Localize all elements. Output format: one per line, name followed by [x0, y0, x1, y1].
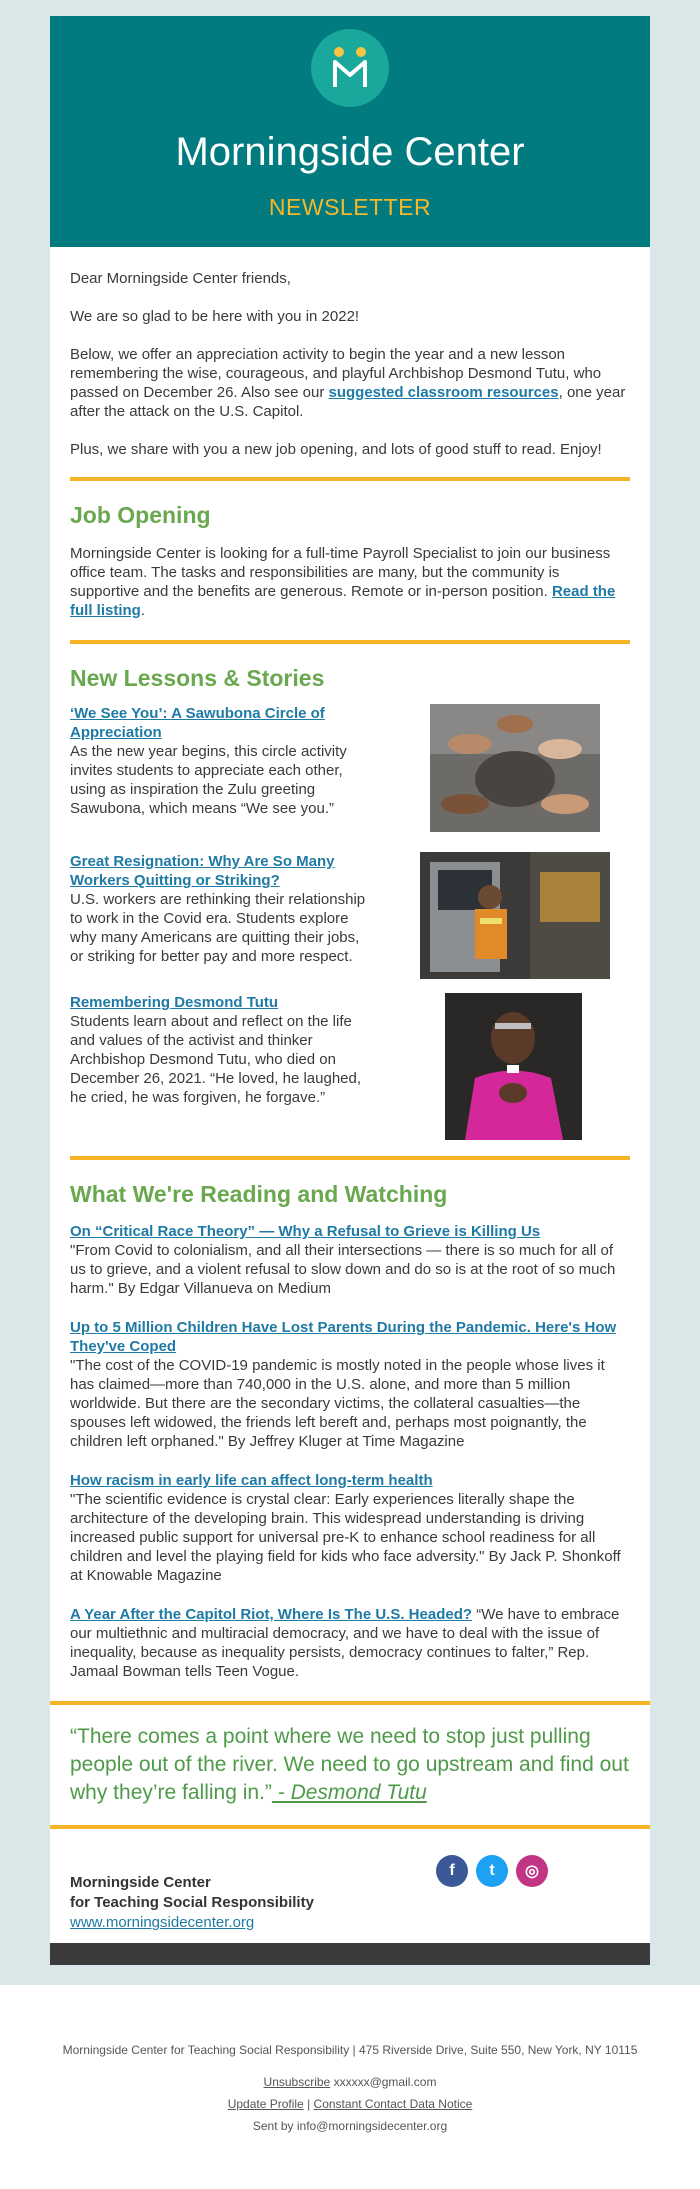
- update-profile-link[interactable]: Update Profile: [227, 2097, 304, 2111]
- job-listing-link[interactable]: Read the full listing: [70, 583, 616, 619]
- facebook-glyph: f: [449, 1862, 455, 1879]
- link-divider: |: [307, 2097, 311, 2111]
- lesson-text-block: [70, 704, 370, 832]
- footer-bar: [50, 1943, 650, 1965]
- reading-item: [70, 1222, 630, 1298]
- quote-author-link[interactable]: - Desmond Tutu: [271, 1781, 427, 1804]
- data-notice-link[interactable]: Constant Contact Data Notice: [313, 2097, 473, 2111]
- greeting: Dear Morningside Center friends,: [70, 270, 291, 287]
- social-icons: [436, 1855, 548, 1933]
- profile-links: [0, 2095, 700, 2113]
- org-info: [70, 1855, 314, 1933]
- intro-paragraph: We are so glad to be here with you in 2022!: [70, 308, 360, 325]
- twitter-glyph: t: [489, 1862, 495, 1879]
- job-description: Morningside Center is looking for a full-time Payroll Specialist to join our business office team. The tasks and responsibilities are many, but the community is supportive and the benefits are generous. Remote or in-person position.: [70, 545, 611, 600]
- section-heading: What We're Reading and Watching: [70, 1181, 448, 1207]
- reading-item: [70, 1605, 630, 1681]
- email-footer: [0, 1985, 700, 2189]
- twitter-icon[interactable]: [476, 1855, 508, 1887]
- section-heading: Job Opening: [70, 502, 211, 528]
- intro-paragraph: Plus, we share with you a new job opening, and lots of good stuff to read. Enjoy!: [70, 441, 602, 458]
- lesson-text-block: [70, 993, 370, 1140]
- org-tagline: for Teaching Social Responsibility: [70, 1894, 314, 1911]
- instagram-icon[interactable]: [516, 1855, 548, 1887]
- sent-by: Sent by info@morningsidecenter.org: [252, 2119, 448, 2133]
- reading-item: [70, 1471, 630, 1585]
- article-excerpt: "The scientific evidence is crystal clear: Early experiences literally shape the architecture of the developing brain. This widespread understanding is driving increased public support for universal pre-K to enhance school readiness for all children and level the playing field for kids who face adversity." By Jack P. Shonkoff at Knowable Magazine: [70, 1491, 621, 1584]
- lesson-title-link[interactable]: Great Resignation: Why Are So Many Workers Quitting or Striking?: [70, 853, 335, 889]
- lesson-title-link[interactable]: Remembering Desmond Tutu: [70, 994, 279, 1011]
- lesson-description: Students learn about and reflect on the life and values of the activist and thinker Archbishop Desmond Tutu, who died on December 26, 2021. “He loved, he laughed, he cried, he was forgiven, he forgave.”: [70, 1013, 362, 1106]
- article-excerpt: "From Covid to colonialism, and all their intersections — there is so much for all of us to grieve, and a violent refusal to slow down and do so is at the root of so much harm." By Edgar Villanueva on Medium: [70, 1242, 616, 1297]
- lesson-item: [70, 704, 630, 832]
- article-excerpt: “We have to embrace our multiethnic and multiracial democracy, and we have to deal with the issue of inequality, because as inequality persists, democracy continues to falter,” Rep. Jamaal Bowman tells Teen Vogue.: [70, 1606, 620, 1680]
- article-title-link[interactable]: A Year After the Capitol Riot, Where Is The U.S. Headed?: [70, 1606, 473, 1623]
- newsletter-card: [50, 16, 650, 1965]
- punctuation: .: [140, 602, 145, 619]
- footer-section: [50, 1829, 650, 1943]
- unsubscribe-email: xxxxxx@gmail.com: [333, 2075, 437, 2089]
- unsubscribe-link[interactable]: Unsubscribe: [263, 2075, 331, 2089]
- lesson-description: As the new year begins, this circle activity invites students to appreciate each other, using as inspiration the Zulu greeting Sawubona, which means “We see you.”: [70, 743, 347, 817]
- address: Morningside Center for Teaching Social Responsibility | 475 Riverside Drive, Suite 550, New York, NY 10115: [62, 2043, 638, 2057]
- lesson-text-block: [70, 852, 370, 979]
- tutu-quote: [70, 1723, 630, 1807]
- classroom-resources-link[interactable]: suggested classroom resources: [328, 384, 559, 401]
- intro-text: , one year after the attack on the U.S. Capitol.: [70, 384, 626, 420]
- job-section: [70, 481, 630, 640]
- job-text: [70, 544, 630, 620]
- morningside-logo-icon: [311, 29, 389, 107]
- intro-paragraph: [70, 345, 630, 421]
- article-title-link[interactable]: Up to 5 Million Children Have Lost Parents During the Pandemic. Here's How They've Coped: [70, 1319, 617, 1355]
- lessons-section: [70, 644, 630, 1156]
- quote-text: “There comes a point where we need to stop just pulling people out of the river. We need to go upstream and find out why they’re falling in.”: [70, 1725, 629, 1804]
- lesson-item: [70, 852, 630, 979]
- newsletter-subtitle: NEWSLETTER: [268, 194, 432, 220]
- intro-text: Below, we offer an appreciation activity to begin the year and a new lesson remembering the wise, courageous, and playful Archbishop Desmond Tutu, who passed on December 26. Also see our: [70, 346, 602, 401]
- article-title-link[interactable]: On “Critical Race Theory” — Why a Refusal to Grieve is Killing Us: [70, 1223, 541, 1240]
- reading-item: [70, 1318, 630, 1451]
- unsubscribe-line: [0, 2073, 700, 2091]
- brand-title: Morningside Center: [175, 130, 525, 174]
- lesson-description: U.S. workers are rethinking their relationship to work in the Covid era. Students explore why many Americans are quitting their jobs, or striking for better pay and more respect.: [70, 891, 366, 965]
- lesson-title-link[interactable]: ‘We See You’: A Sawubona Circle of Appreciation: [70, 705, 325, 741]
- section-heading: New Lessons & Stories: [70, 665, 325, 691]
- desmond-tutu-photo: [445, 993, 582, 1140]
- article-title-link[interactable]: How racism in early life can affect long-term health: [70, 1472, 433, 1489]
- article-excerpt: "The cost of the COVID-19 pandemic is mostly noted in the people whose lives it has claimed—more than 740,000 in the U.S. alone, and more than 5 million worldwide. But there are the secondary victims, the collateral casualties—the spouses left widowed, the friends left bereft and, perhaps most poignantly, the children left orphaned." By Jeffrey Kluger at Time Magazine: [70, 1357, 605, 1450]
- circle-of-hands-photo: [430, 704, 600, 832]
- newsletter-body: [50, 247, 650, 1701]
- subway-worker-photo: [420, 852, 610, 979]
- instagram-glyph: ◎: [525, 1863, 539, 1880]
- website-link[interactable]: www.morningsidecenter.org: [70, 1914, 255, 1931]
- newsletter-header: [50, 16, 650, 247]
- lesson-item: [70, 993, 630, 1140]
- quote-section: [50, 1705, 650, 1825]
- article-entry: [70, 1605, 630, 1681]
- reading-section: [70, 1160, 630, 1701]
- facebook-icon[interactable]: [436, 1855, 468, 1887]
- org-name: Morningside Center: [70, 1874, 211, 1891]
- intro-section: [70, 247, 630, 477]
